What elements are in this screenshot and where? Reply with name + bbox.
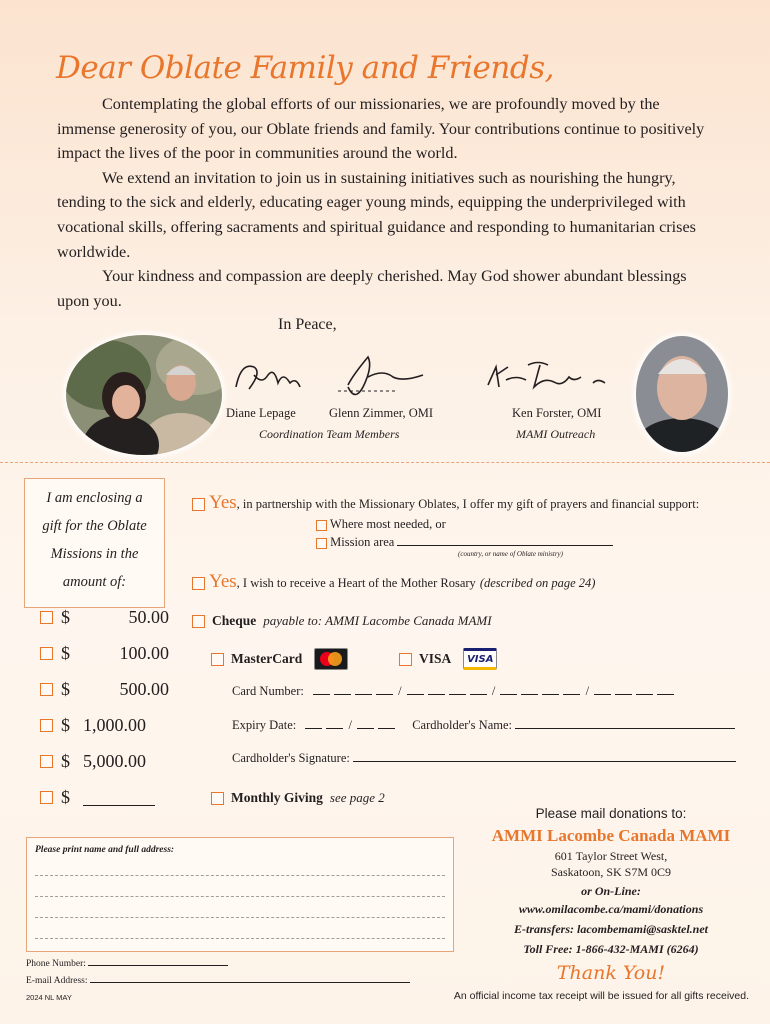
currency-symbol: $ <box>61 679 70 699</box>
mission-area-hint: (country, or name of Oblate ministry) <box>458 550 563 558</box>
where-needed-option[interactable] <box>316 517 446 532</box>
yes-word: Yes <box>209 492 237 513</box>
cardholder-name-field[interactable] <box>515 719 735 729</box>
currency-symbol: $ <box>61 715 70 735</box>
amount-value: 50.00 <box>128 607 169 627</box>
letter-paragraph: Your kindness and compassion are deeply cherished. May God shower abundant blessings upon you. <box>57 267 687 310</box>
signatory-ken: Ken Forster, OMI <box>512 406 602 420</box>
currency-symbol: $ <box>61 607 70 627</box>
phone-field[interactable] <box>88 958 228 966</box>
amount-value: 500.00 <box>119 679 169 699</box>
amount-option[interactable] <box>40 643 169 664</box>
yes-rosary-checkbox[interactable] <box>192 577 205 590</box>
amount-option-other[interactable] <box>40 787 155 808</box>
donation-url-link[interactable]: www.omilacombe.ca/mami/donations <box>518 902 704 916</box>
mail-city: Saskatoon, SK S7M 0C9 <box>550 865 672 879</box>
mission-area-option[interactable] <box>316 535 613 550</box>
where-needed-checkbox[interactable] <box>316 520 327 531</box>
mastercard-checkbox[interactable] <box>211 653 224 666</box>
amount-option[interactable] <box>40 715 169 736</box>
mission-area-checkbox[interactable] <box>316 538 327 549</box>
amount-checkbox[interactable] <box>40 611 53 624</box>
ken-role: MAMI Outreach <box>516 427 596 441</box>
edition-label: 2024 NL MAY <box>26 993 72 1002</box>
address-line[interactable] <box>35 875 445 876</box>
address-box[interactable] <box>26 837 454 952</box>
mail-block <box>470 806 752 984</box>
card-number-label: Card Number: <box>232 684 304 698</box>
mastercard-label: MasterCard <box>231 650 303 666</box>
amount-checkbox[interactable] <box>40 719 53 732</box>
visa-label: VISA <box>419 650 452 666</box>
receipt-note: An official income tax receipt will be issued for all gifts received. <box>453 990 749 1002</box>
yes-prayers-option[interactable] <box>192 492 699 514</box>
signatory-diane: Diane Lepage <box>226 406 296 420</box>
address-line[interactable] <box>35 938 445 939</box>
other-amount-field[interactable] <box>83 790 155 806</box>
visa-logo-icon: VISA <box>463 648 497 670</box>
mail-intro: Please mail donations to: <box>535 806 687 821</box>
amount-value: 1,000.00 <box>83 715 146 735</box>
tollfree-phone: Toll Free: 1-866-432-MAMI (6264) <box>523 942 699 956</box>
amount-checkbox[interactable] <box>40 755 53 768</box>
currency-symbol: $ <box>61 787 70 807</box>
salutation: Dear Oblate Family and Friends, <box>56 50 554 86</box>
amount-checkbox[interactable] <box>40 647 53 660</box>
email-field[interactable] <box>90 975 410 983</box>
photo-diane-glenn <box>66 335 222 455</box>
card-number-field[interactable]: / / / <box>311 684 676 698</box>
thank-you: Thank You! <box>556 962 666 984</box>
mission-area-label: Mission area <box>330 535 395 549</box>
amount-option[interactable] <box>40 607 169 628</box>
yes-rosary-text: , I wish to receive a Heart of the Mother Rosary <box>236 576 476 590</box>
letter-paragraph: We extend an invitation to join us in sustaining initiatives such as nourishing the hungry, tending to the sick and elderly, educating eager young minds, equipping the underprivileged with vocational skills, offering sacraments and spiritual guidance and responding to humanitarian crises worldwide. <box>57 168 696 261</box>
cardholder-signature-label: Cardholder's Signature: <box>232 751 350 765</box>
visa-checkbox[interactable] <box>399 653 412 666</box>
cardholder-name-label: Cardholder's Name: <box>412 718 512 732</box>
amount-value: 5,000.00 <box>83 751 146 771</box>
phone-label: Phone Number: <box>26 959 86 969</box>
address-label: Please print name and full address: <box>35 845 175 855</box>
signature-row <box>232 751 736 766</box>
enclose-box <box>24 478 165 608</box>
card-number-row <box>232 684 676 699</box>
email-label: E-mail Address: <box>26 976 88 986</box>
mail-online: or On-Line: <box>581 884 641 898</box>
yes-rosary-note: (described on page 24) <box>479 576 596 590</box>
etransfer-email[interactable]: E-transfers: lacombemami@sasktel.net <box>514 922 708 936</box>
visa-option[interactable] <box>399 648 497 670</box>
amount-checkbox[interactable] <box>40 791 53 804</box>
yes-word: Yes <box>209 571 237 592</box>
team-role: Coordination Team Members <box>259 427 400 441</box>
cheque-label: Cheque <box>212 613 257 628</box>
address-line[interactable] <box>35 917 445 918</box>
monthly-giving-label: Monthly Giving <box>231 790 323 805</box>
expiry-row <box>232 718 735 733</box>
yes-rosary-option[interactable] <box>192 571 595 593</box>
amount-option[interactable] <box>40 751 169 772</box>
signatory-glenn: Glenn Zimmer, OMI <box>329 406 433 420</box>
amount-value: 100.00 <box>119 643 169 663</box>
where-needed-label: Where most needed, or <box>329 517 446 531</box>
amount-checkbox[interactable] <box>40 683 53 696</box>
yes-prayers-text: , in partnership with the Missionary Oblates, I offer my gift of prayers and financial support: <box>236 497 700 511</box>
letter-body <box>57 92 717 313</box>
mail-street: 601 Taylor Street West, <box>554 849 668 863</box>
expiry-field[interactable]: / <box>303 718 400 732</box>
amount-option[interactable] <box>40 679 169 700</box>
email-row <box>26 975 410 986</box>
cardholder-signature-field[interactable] <box>353 752 736 762</box>
letter-paragraph: Contemplating the global efforts of our missionaries, we are profoundly moved by the immense generosity of you, our Oblate friends and family. Your contributions continue to positively impact the lives of the poor in communities around the world. <box>57 95 705 163</box>
mastercard-option[interactable] <box>211 648 348 670</box>
closing: In Peace, <box>278 316 337 333</box>
cheque-payable: payable to: AMMI Lacombe Canada MAMI <box>263 613 492 628</box>
mastercard-logo-icon <box>314 648 348 670</box>
divider <box>0 462 770 463</box>
cheque-checkbox[interactable] <box>192 615 205 628</box>
currency-symbol: $ <box>61 643 70 663</box>
mission-area-field[interactable] <box>397 536 613 546</box>
yes-prayers-checkbox[interactable] <box>192 498 205 511</box>
monthly-giving-checkbox[interactable] <box>211 792 224 805</box>
phone-row <box>26 958 228 969</box>
cheque-option[interactable] <box>192 612 492 630</box>
enclose-text: I am enclosing a gift for the Oblate Missions in the amount of: <box>42 490 147 590</box>
expiry-label: Expiry Date: <box>232 718 297 732</box>
address-line[interactable] <box>35 896 445 897</box>
currency-symbol: $ <box>61 751 70 771</box>
photo-ken <box>636 336 728 452</box>
monthly-giving-option[interactable] <box>211 789 385 807</box>
mail-org: AMMI Lacombe Canada MAMI <box>491 826 731 845</box>
monthly-giving-note: see page 2 <box>329 790 385 805</box>
signatures-graphic <box>228 345 628 400</box>
